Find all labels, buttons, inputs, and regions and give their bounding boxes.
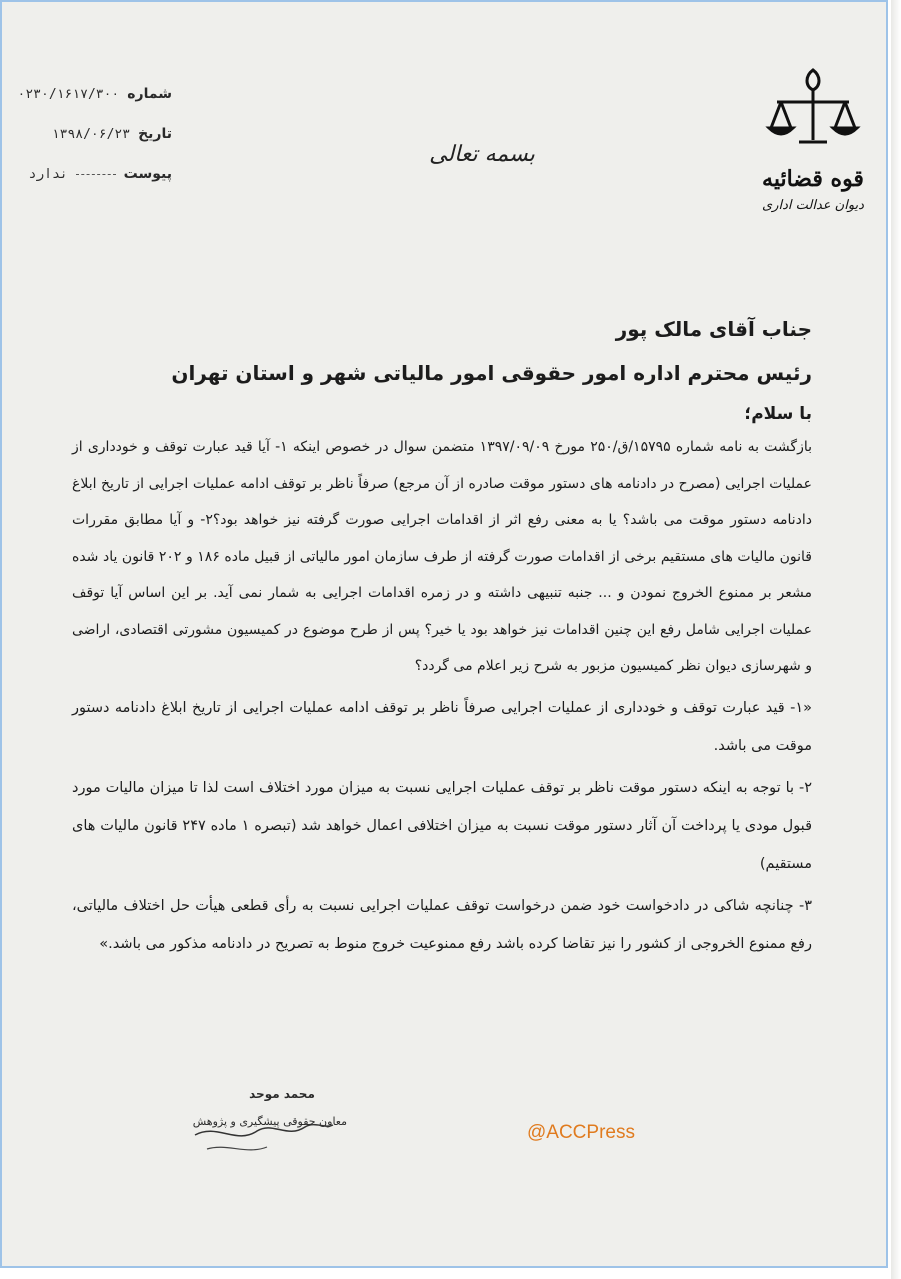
signature-block [187, 1087, 347, 1167]
signatory-name: محمد موحد [249, 1087, 315, 1101]
basmala-heading: بسمه تعالی [429, 142, 535, 167]
letter-number-value: ۰۲۳۰/۱۶۱۷/۳۰۰ [17, 86, 120, 102]
greeting: با سلام؛ [744, 404, 812, 424]
ruling-item-2: ۲- با توجه به اینکه دستور موقت ناظر بر توقف عملیات اجرایی نسبت به میزان مورد اختلاف است لذا تا میزان مالیات مورد قبول مودی یا پرداخت آن آثار دستور موقت نسبت به میزان اختلافی اعمال خواهد شد (تبصره ۱ ماده ۲۴۷ قانون مالیات های مستقیم) [72, 779, 812, 872]
addressee-name: جناب آقای مالک پور [615, 317, 812, 341]
letter-meta [2, 74, 172, 194]
letter-date-row [2, 114, 172, 154]
watermark-text: @ACCPress [527, 1122, 635, 1143]
letter-number-label: شماره [127, 86, 172, 102]
letter-attachment-row [2, 154, 172, 194]
scales-of-justice-icon [763, 62, 863, 162]
ruling-item-3: ۳- چنانچه شاکی در دادخواست خود ضمن درخواست توقف عملیات اجرایی نسبت به رأی قطعی هیأت حل اختلاف مالیاتی، رفع ممنوع الخروجی از کشور را نیز تقاضا کرده باشد رفع ممنوعیت خروج منوط به تصریح در دادنامه مذکور می باشد.» [72, 897, 812, 952]
judiciary-emblem [758, 62, 868, 252]
attachment-dash-line [76, 174, 116, 175]
signatory-title: معاون حقوقی پیشگیری و پژوهش [192, 1115, 347, 1128]
page-edge-shadow [891, 0, 901, 1279]
addressee-title: رئیس محترم اداره امور حقوقی امور مالیاتی شهر و استان تهران [171, 361, 812, 385]
letter-date-value: ۱۳۹۸/۰۶/۲۳ [51, 126, 131, 142]
emblem-org-name: قوه قضائیه [762, 166, 864, 192]
letter-date-label: تاریخ [138, 126, 172, 142]
emblem-sub-name: دیوان عدالت اداری [762, 198, 864, 213]
letter-body [72, 307, 812, 963]
letter-number-row [2, 74, 172, 114]
letter-attachment-label: پیوست [123, 166, 172, 182]
handwritten-signature-icon [187, 1105, 337, 1165]
body-paragraph: بازگشت به نامه شماره ۱۵۷۹۵/ق/۲۵۰ مورخ ۱۳۹۷/۰۹/۰۹ متضمن سوال در خصوص اینکه ۱- آیا قید عبارت توقف و خودداری از عملیات اجرایی (مصرح در دادنامه های دستور موقت صادره از آن مرجع) صرفاً ناظر بر توقف ادامه عملیات اجرایی از تاریخ ابلاغ دادنامه دستور موقت می باشد؟ یا به معنی رفع اثر از اقدامات اجرایی صورت گرفته نیز خواهد بود؟۲- و آیا مطابق مقررات قانون مالیات های مستقیم برخی از اقدامات صورت گرفته از طرف سازمان امور مالیاتی از قبیل ماده ۱۸۶ و ۲۰۲ قانون یاد شده مشعر بر ممنوع الخروج نمودن و ... جنبه تنبیهی داشته و در زمره اقدامات اجرایی به شمار نمی آید. بر این اساس آیا توقف عملیات اجرایی شامل رفع این چنین اقدامات نیز خواهد بود یا خیر؟ پس از طرح موضوع در کمیسیون مشورتی اقتصادی، اراضی و شهرسازی دیوان نظر کمیسیون مزبور به شرح زیر اعلام می گردد؟ [72, 439, 812, 674]
letter-attachment-value: ندارد [28, 166, 68, 182]
ruling-item-1: «۱- قید عبارت توقف و خودداری از عملیات اجرایی صرفاً ناظر بر توقف ادامه عملیات اجرایی از تاریخ ابلاغ دادنامه دستور موقت می باشد. [72, 699, 812, 754]
